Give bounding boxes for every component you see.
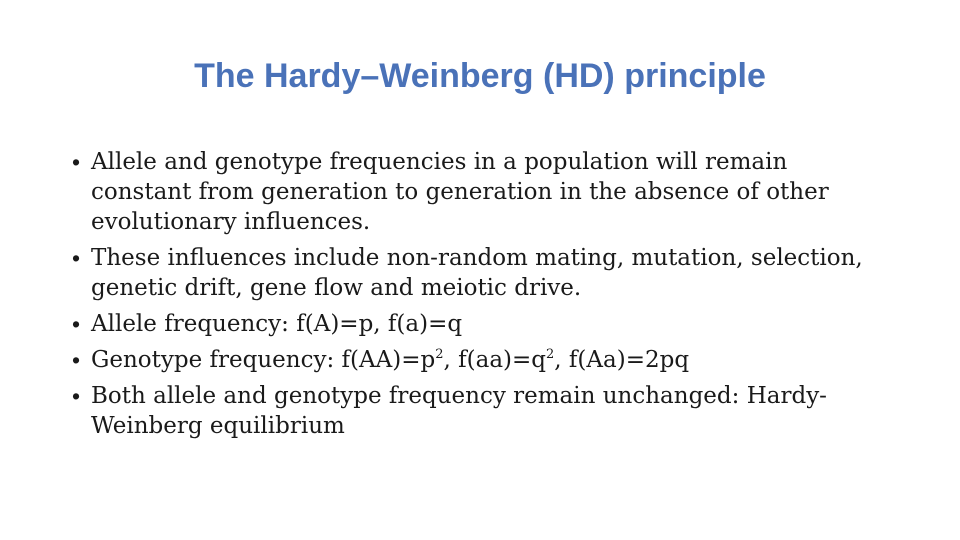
bullet-text: These influences include non-random mating, mutation, selection, genetic drift, gene flow and meiotic drive. xyxy=(91,245,863,301)
bullet-marker: • xyxy=(72,383,81,409)
superscript-exponent: 2 xyxy=(546,347,555,362)
bullet-item-influences xyxy=(72,243,892,303)
bullet-text xyxy=(91,347,689,373)
bullet-marker: • xyxy=(72,245,81,271)
bullet-marker: • xyxy=(72,149,81,175)
bullet-marker: • xyxy=(72,311,81,337)
genotype-text-part-3: , f(Aa)=2pq xyxy=(554,347,690,373)
bullet-text: Allele frequency: f(A)=p, f(a)=q xyxy=(91,311,463,337)
genotype-text-part-2: , f(aa)=q xyxy=(443,347,547,373)
bullet-marker: • xyxy=(72,347,81,373)
bullet-item-hw-definition xyxy=(72,147,892,237)
superscript-exponent: 2 xyxy=(435,347,444,362)
genotype-text-part-1: Genotype frequency: f(AA)=p xyxy=(91,347,436,373)
bullet-text: Allele and genotype frequencies in a population will remain constant from generation to generation in the absence of other evolutionary influences. xyxy=(91,149,829,235)
bullet-item-allele-frequency xyxy=(72,309,892,339)
bullet-text: Both allele and genotype frequency remain unchanged: Hardy-Weinberg equilibrium xyxy=(91,383,827,439)
bullet-item-equilibrium xyxy=(72,381,892,441)
bullet-item-genotype-frequency xyxy=(72,345,892,375)
bullet-list xyxy=(72,147,892,447)
slide-title: The Hardy–Weinberg (HD) principle xyxy=(194,57,766,95)
